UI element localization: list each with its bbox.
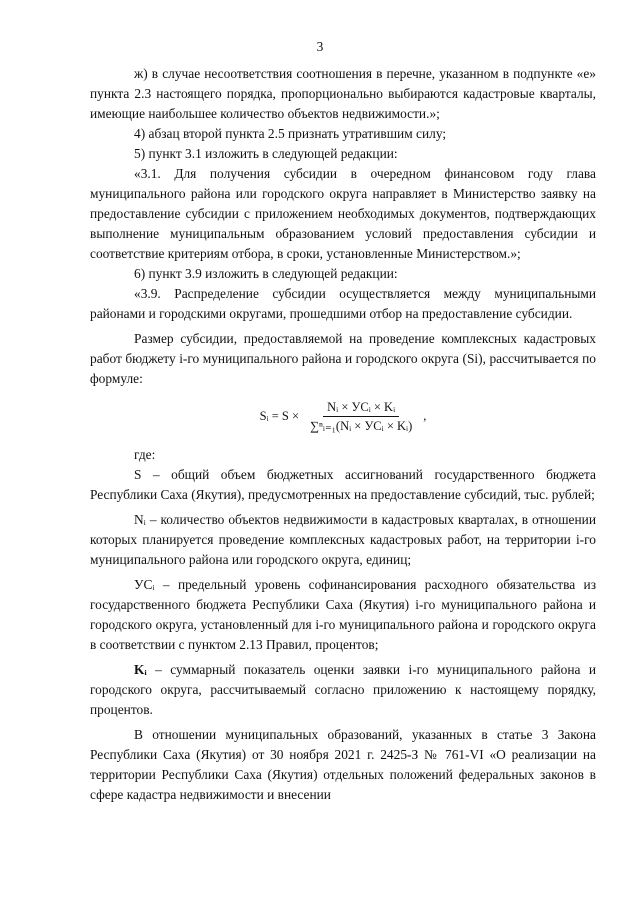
definition-term: Kᵢ bbox=[134, 662, 147, 677]
paragraph-3-1: «3.1. Для получения субсидии в очередном финансовом году глава муниципального района или городского округа направляет в Министерство заявку на предоставление субсидии с приложением необходимых документов, подтверждающих выполнение муниципальным образованием условий предоставления субсидии и соответствие критериям отбора, в сроки, установленные Министерством.»; bbox=[90, 166, 596, 261]
definition-n bbox=[90, 510, 596, 570]
definition-text: – общий объем бюджетных ассигнований государственного бюджета Республики Саха (Якутия), предусмотренных на предоставление субсидий, тыс. рублей; bbox=[90, 467, 596, 502]
paragraph-closing: В отношении муниципальных образований, указанных в статье 3 Закона Республики Саха (Якутия) от 30 ноября 2021 г. 2425-З № 761-VI «О реализации на территории Республики Саха (Якутия) отдельных положений федеральных законов в сфере кадастра недвижимости и внесении bbox=[90, 727, 596, 802]
formula-fraction bbox=[306, 399, 416, 434]
formula-denominator: ∑ⁿᵢ₌₁(Nᵢ × УCᵢ × Kᵢ) bbox=[310, 418, 413, 433]
page-number: 3 bbox=[316, 39, 324, 54]
definition-text: – количество объектов недвижимости в кадастровых кварталах, в отношении которых планируется проведение комплексных кадастровых работ, на территории i-го муниципального района или городского округа, единиц; bbox=[90, 512, 596, 567]
formula-numerator: Nᵢ × УCᵢ × Kᵢ bbox=[323, 399, 399, 417]
subsidy-formula bbox=[90, 391, 596, 441]
definition-term: S bbox=[134, 467, 142, 482]
paragraph-item5: 5) пункт 3.1 изложить в следующей редакции: bbox=[134, 146, 398, 161]
paragraph-subsidy-size: Размер субсидии, предоставляемой на проведение комплексных кадастровых работ бюджету i-го муниципального района и городского округа (Si), рассчитывается по формуле: bbox=[90, 331, 596, 386]
formula-lhs: Sᵢ = S × bbox=[259, 409, 300, 423]
definition-uc bbox=[90, 575, 596, 655]
where-label: где: bbox=[134, 447, 156, 462]
definition-text: – суммарный показатель оценки заявки i-го муниципального района и городского округа, рассчитываемый согласно приложению к настоящему порядку, процентов. bbox=[90, 662, 596, 717]
paragraph-3-9: «3.9. Распределение субсидии осуществляется между муниципальными районами и городскими округами, прошедшими отбор на предоставление субсидии. bbox=[90, 286, 596, 321]
paragraph-item6: 6) пункт 3.9 изложить в следующей редакции: bbox=[134, 266, 398, 281]
definition-term: Nᵢ bbox=[134, 512, 146, 527]
formula-tail: , bbox=[423, 409, 427, 423]
definition-text: – предельный уровень софинансирования расходного обязательства из государственного бюджета Республики Саха (Якутия) i-го муниципального района и городского округа, установленный для i-го муниципального района и городского округа в соответствии с пунктом 2.13 Правил, процентов; bbox=[90, 577, 596, 652]
paragraph-item4: 4) абзац второй пункта 2.5 признать утратившим силу; bbox=[134, 126, 447, 141]
definition-k bbox=[90, 660, 596, 720]
definition-term: УCᵢ bbox=[134, 577, 155, 592]
paragraph-zh: ж) в случае несоответствия соотношения в перечне, указанном в подпункте «е» пункта 2.3 настоящего порядка, пропорционально выбираются кадастровые кварталы, имеющие наибольшее количество объектов недвижимости.»; bbox=[90, 66, 596, 121]
document-body bbox=[90, 64, 596, 805]
definition-s bbox=[90, 465, 596, 505]
